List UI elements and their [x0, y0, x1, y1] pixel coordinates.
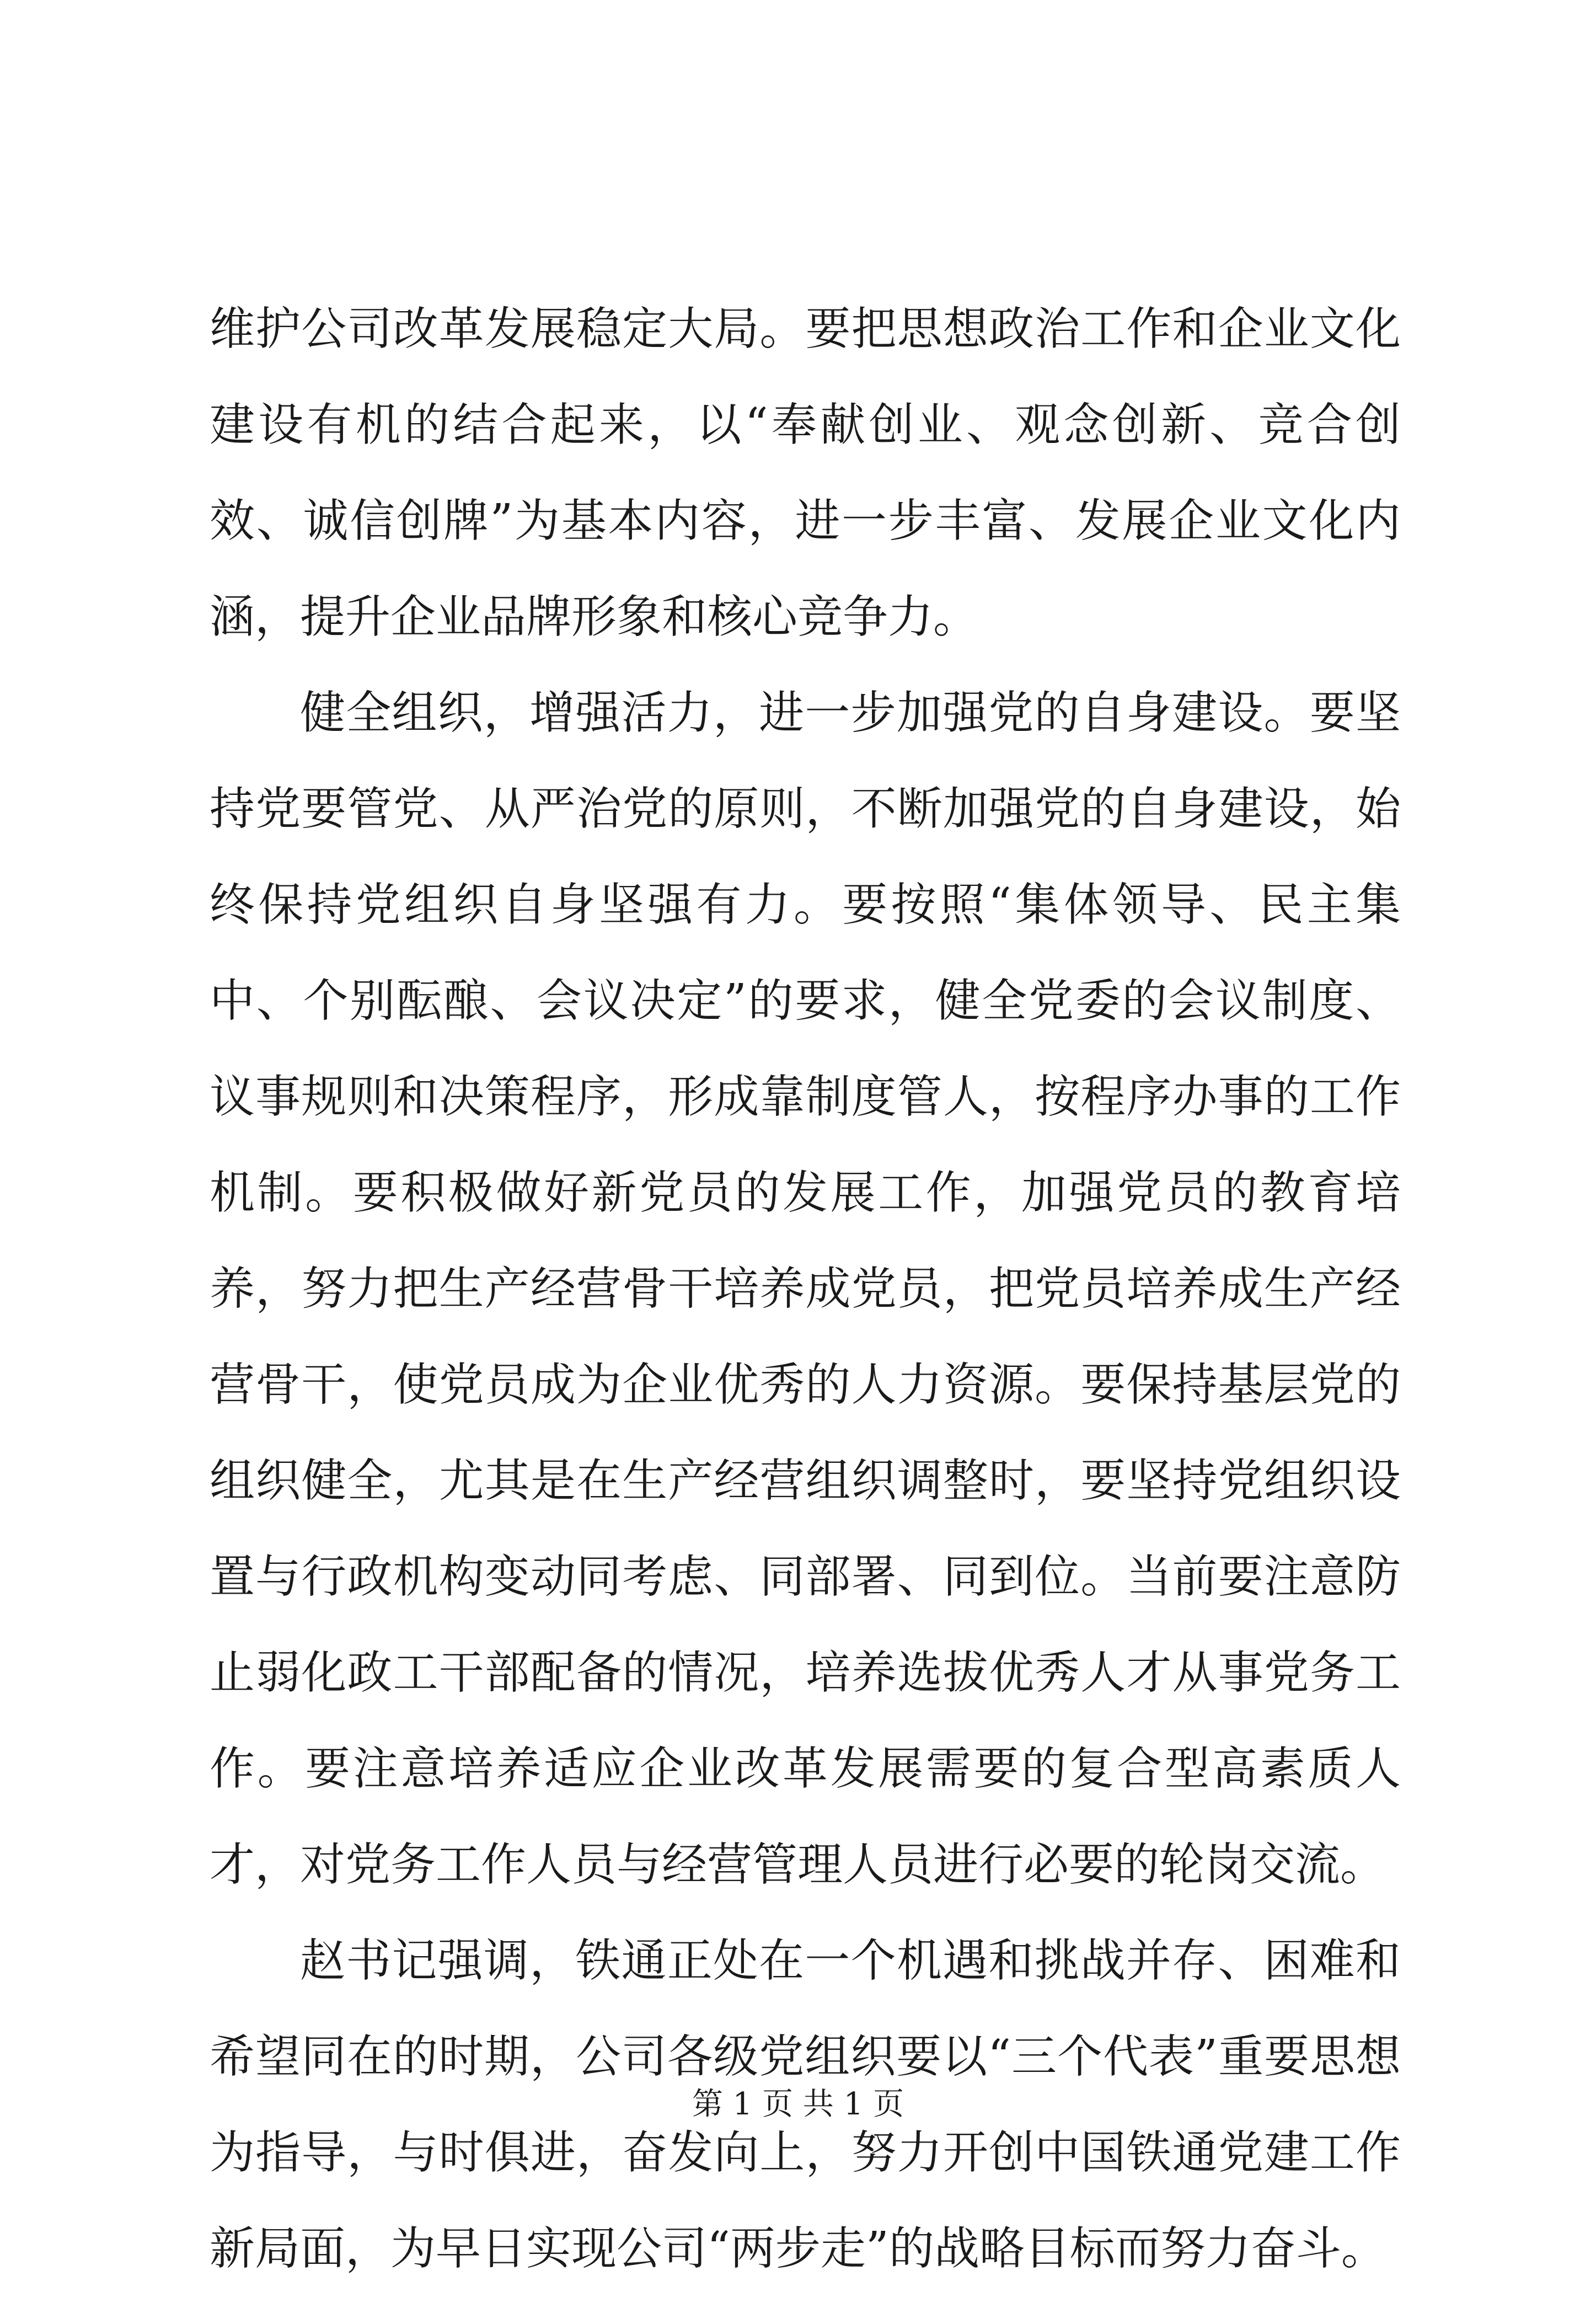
paragraph-conclusion: 赵书记强调，铁通正处在一个机遇和挑战并存、困难和希望同在的时期，公司各级党组织要以“三个代表”重要思想为指导，与时俱进，奋发向上，努力开创中国铁通党建工作新局面，为早日实现公司“两步走”的战略目标而努力奋斗。	[210, 1935, 1401, 2275]
paragraph-continuation: 维护公司改革发展稳定大局。要把思想政治工作和企业文化建设有机的结合起来，以“奉献创业、观念创新、竞合创效、诚信创牌”为基本内容，进一步丰富、发展企业文化内涵，提升企业品牌形象和核心竞争力。	[210, 303, 1401, 643]
document-body	[210, 281, 1401, 2297]
page-footer: 第 1 页 共 1 页	[692, 2086, 904, 2122]
paragraph-party-building: 健全组织，增强活力，进一步加强党的自身建设。要坚持党要管党、从严治党的原则，不断加强党的自身建设，始终保持党组织自身坚强有力。要按照“集体领导、民主集中、个别酝酿、会议决定”的要求，健全党委的会议制度、议事规则和决策程序，形成靠制度管人，按程序办事的工作机制。要积极做好新党员的发展工作，加强党员的教育培养，努力把生产经营骨干培养成党员，把党员培养成生产经营骨干，使党员成为企业优秀的人力资源。要保持基层党的组织健全，尤其是在生产经营组织调整时，要坚持党组织设置与行政机构变动同考虑、同部署、同到位。当前要注意防止弱化政工干部配备的情况，培养选拔优秀人才从事党务工作。要注意培养适应企业改革发展需要的复合型高素质人才，对党务工作人员与经营管理人员进行必要的轮岗交流。	[210, 687, 1401, 1891]
